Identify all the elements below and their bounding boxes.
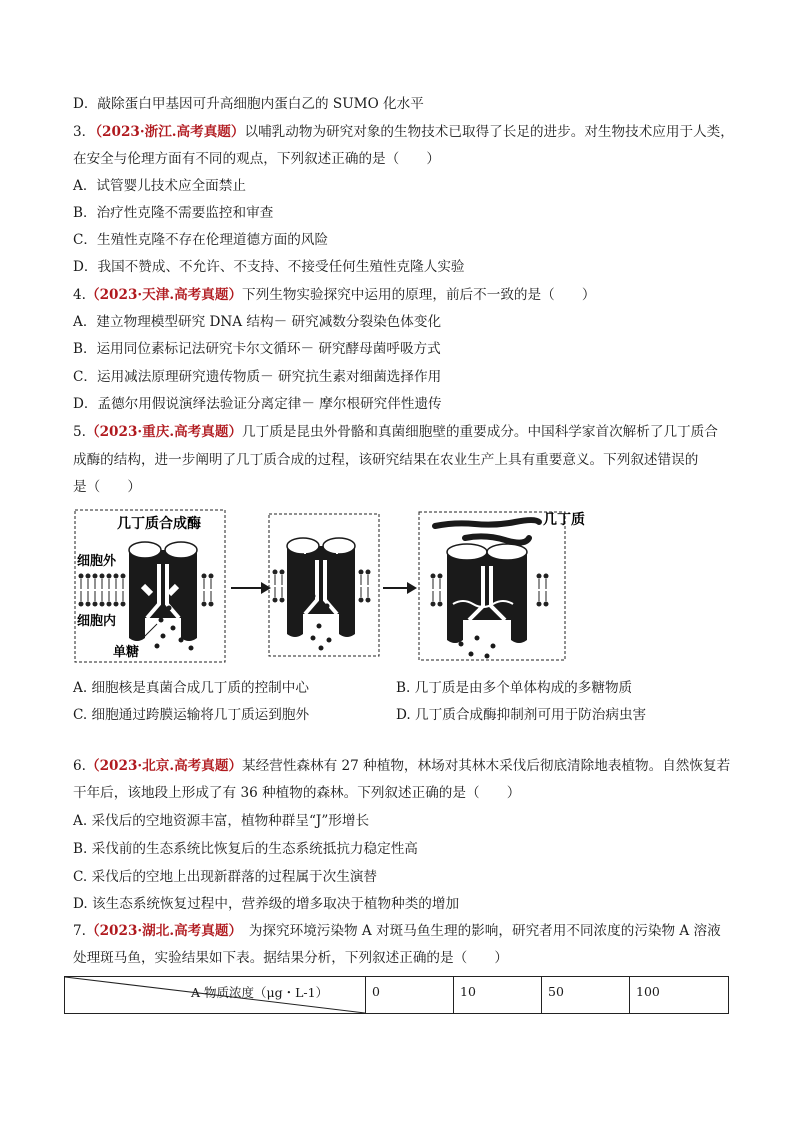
q5-number: 5. <box>73 424 86 440</box>
q4-option-c: C．运用减法原理研究遗传物质－ 研究抗生素对细菌选择作用 <box>73 369 442 385</box>
arrow-1 <box>231 582 271 594</box>
q5-stem: 几丁质是昆虫外骨骼和真菌细胞壁的重要成分。中国科学家首次解析了几丁质合 <box>242 424 718 440</box>
q6-stem: 某经营性森林有 27 种植物，林场对其林木采伐后彻底清除地表植物。自然恢复若 <box>242 758 731 774</box>
chitin-synthase-figure <box>73 508 713 664</box>
q5-option-d: D. 几丁质合成酶抑制剂可用于防治病虫害 <box>396 707 647 723</box>
enzyme-1 <box>129 542 197 641</box>
label-intracellular: 细胞内 <box>77 614 117 629</box>
q3-option-b: B．治疗性克隆不需要监控和审查 <box>73 205 274 221</box>
membrane-left-2 <box>273 570 285 603</box>
q3-number: 3． <box>73 124 96 140</box>
q6-option-c: C. 采伐后的空地上出现新群落的过程属于次生演替 <box>73 869 378 885</box>
q7-number: 7. <box>73 923 86 939</box>
q2-option-d: D．敲除蛋白甲基因可升高细胞内蛋白乙的 SUMO 化水平 <box>73 96 424 112</box>
label-extracellular: 细胞外 <box>77 554 117 569</box>
label-chitin-synthase: 几丁质合成酶 <box>117 516 201 532</box>
table-header-cell <box>65 977 365 1013</box>
q6-option-a: A. 采伐后的空地资源丰富，植物种群呈“J”形增长 <box>73 813 370 829</box>
q6-stem-line2: 干年后，该地段上形成了有 36 种植物的森林。下列叙述正确的是（ ） <box>73 785 521 801</box>
table-col-100: 100 <box>629 977 728 1013</box>
pointer-line <box>143 624 157 638</box>
chitin-chain <box>435 520 541 543</box>
q5-option-a: A. 细胞核是真菌合成几丁质的控制中心 <box>73 680 309 696</box>
q3-option-c: C．生殖性克隆不存在伦理道德方面的风险 <box>73 232 329 248</box>
q7-data-table <box>64 976 729 1014</box>
q3-option-a: A．试管婴儿技术应全面禁止 <box>73 178 246 194</box>
membrane-right-2 <box>359 570 371 603</box>
q5-stem-line1 <box>73 423 718 441</box>
q4-source: （2023·天津.高考真题） <box>85 287 243 303</box>
q3-option-d: D．我国不赞成、不允许、不支持、不接受任何生殖性克隆人实验 <box>73 259 465 275</box>
q3-stem-line1 <box>73 123 734 141</box>
monosaccharides-3 <box>459 636 496 659</box>
table-col-0: 0 <box>365 977 453 1013</box>
q7-stem-line2: 处理斑马鱼，实验结果如下表。据结果分析，下列叙述正确的是（ ） <box>73 950 508 966</box>
q7-stem: 为探究环境污染物 A 对斑马鱼生理的影响，研究者用不同浓度的污染物 A 溶液 <box>235 923 721 939</box>
q7-stem-line1 <box>73 922 721 940</box>
membrane-left-3 <box>431 574 443 607</box>
table-col-50: 50 <box>541 977 629 1013</box>
label-chitin: 几丁质 <box>543 512 585 528</box>
enzyme-3 <box>447 544 527 643</box>
q6-number: 6. <box>73 758 86 774</box>
label-monosaccharide: 单糖 <box>113 645 140 660</box>
arrow-2 <box>383 582 417 594</box>
membrane-right-3 <box>537 574 549 607</box>
q6-option-b: B. 采伐前的生态系统比恢复后的生态系统抵抗力稳定性高 <box>73 841 418 857</box>
q6-stem-line1 <box>73 757 730 775</box>
q3-source: （2023·浙江.高考真题） <box>95 124 245 140</box>
q4-stem-line1 <box>73 286 595 304</box>
q3-stem-line2: 在安全与伦理方面有不同的观点，下列叙述正确的是（ ） <box>73 151 441 167</box>
table-col-10: 10 <box>453 977 541 1013</box>
q4-option-d: D．孟德尔用假说演绎法验证分离定律－ 摩尔根研究伴性遗传 <box>73 396 442 412</box>
q6-source: （2023·北京.高考真题） <box>85 758 243 774</box>
q5-stem-line2: 成酶的结构，进一步阐明了几丁质合成的过程，该研究结果在农业生产上具有重要意义。下列叙述错误的 <box>73 452 699 468</box>
table-header-label: A 物质浓度（μg・L-1） <box>191 985 329 1000</box>
q5-source: （2023·重庆.高考真题） <box>85 424 243 440</box>
q5-option-c: C. 细胞通过跨膜运输将几丁质运到胞外 <box>73 707 310 723</box>
q7-source: （2023·湖北.高考真题） <box>85 923 236 939</box>
q6-option-d: D. 该生态系统恢复过程中，营养级的增多取决于植物种类的增加 <box>73 896 460 912</box>
membrane-left-1 <box>79 574 126 607</box>
membrane-right-1 <box>202 574 214 607</box>
q5-option-b: B. 几丁质是由多个单体构成的多糖物质 <box>396 680 633 696</box>
q3-stem: 以哺乳动物为研究对象的生物技术已取得了长足的进步。对生物技术应用于人类， <box>244 124 734 140</box>
q4-number: 4. <box>73 287 86 303</box>
enzyme-2 <box>287 538 355 637</box>
q4-option-a: A．建立物理模型研究 DNA 结构－ 研究减数分裂染色体变化 <box>73 314 442 330</box>
q4-stem: 下列生物实验探究中运用的原理，前后不一致的是（ ） <box>242 287 596 303</box>
q5-stem-line3: 是（ ） <box>73 479 141 495</box>
q4-option-b: B．运用同位素标记法研究卡尔文循环－ 研究酵母菌呼吸方式 <box>73 341 441 357</box>
